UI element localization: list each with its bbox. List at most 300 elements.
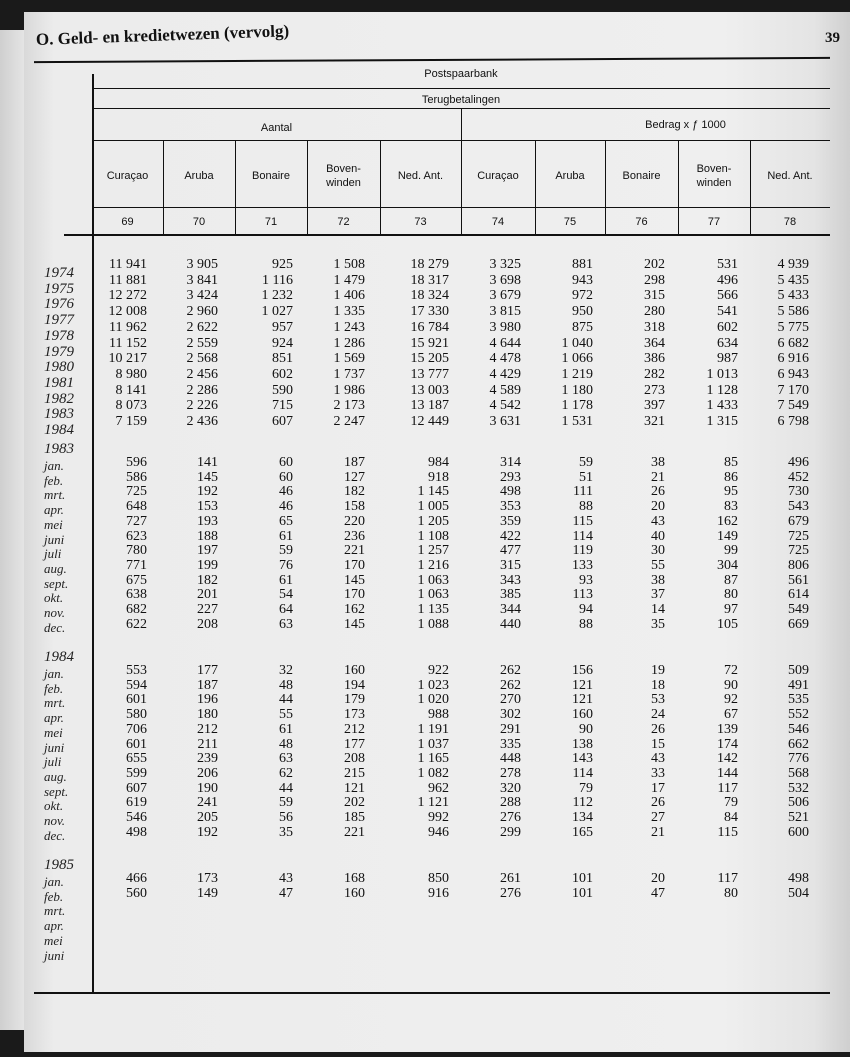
row-label: juli (44, 754, 62, 770)
page-number: 39 (825, 30, 840, 46)
table-cell: 33 (651, 765, 665, 781)
table-cell: 12 272 (108, 288, 147, 304)
table-cell: 8 073 (115, 398, 147, 414)
row-label: dec. (44, 827, 66, 843)
table-cell: 141 (197, 455, 218, 470)
table-cell: 145 (197, 469, 218, 485)
table-cell: 1 531 (561, 414, 593, 429)
table-cell: 59 (579, 455, 593, 470)
table-cell: 35 (279, 824, 293, 840)
table-cell: 221 (344, 824, 365, 840)
table-cell: 92 (724, 692, 738, 708)
table-cell: 727 (126, 513, 147, 529)
table-cell: 177 (344, 736, 365, 752)
table-cell: 293 (500, 469, 521, 485)
table-cell: 64 (279, 602, 293, 617)
table-cell: 957 (272, 319, 293, 335)
table-cell: 241 (197, 795, 218, 811)
table-cell: 916 (428, 885, 449, 901)
table-cell: 3 980 (489, 319, 521, 335)
table-cell: 509 (788, 663, 809, 678)
row-label: sept. (44, 575, 69, 591)
table-cell: 11 962 (109, 319, 147, 335)
table-cell: 771 (126, 557, 147, 573)
row-label: 1977 (44, 312, 74, 329)
table-cell: 386 (644, 351, 665, 367)
table-cell: 549 (788, 602, 809, 617)
table-cell: 65 (279, 513, 293, 529)
table-cell: 145 (344, 572, 365, 588)
table-cell: 315 (500, 557, 521, 573)
table-cell: 53 (651, 692, 665, 708)
table-cell: 675 (126, 572, 147, 588)
row-label: mrt. (44, 695, 66, 711)
table-cell: 299 (500, 824, 521, 840)
table-cell: 1 257 (417, 543, 449, 559)
table-cell: 7 170 (777, 382, 809, 398)
row-label: aug. (44, 768, 67, 784)
table-cell: 780 (126, 543, 147, 559)
table-cell: 3 698 (489, 272, 521, 288)
table-cell: 806 (788, 557, 809, 573)
table-cell: 1 082 (417, 765, 449, 781)
header-bottom-rule (64, 234, 830, 236)
table-cell: 13 777 (410, 366, 449, 382)
table-cell: 149 (197, 885, 218, 901)
table-cell: 18 (651, 677, 665, 693)
table-cell: 291 (500, 721, 521, 737)
table-cell: 1 178 (561, 398, 593, 414)
table-top-rule (34, 57, 830, 63)
table-cell: 614 (788, 587, 809, 603)
table-cell: 5 775 (777, 319, 809, 335)
table-cell: 599 (126, 765, 147, 781)
table-cell: 190 (197, 780, 218, 796)
table-cell: 180 (197, 707, 218, 723)
table-cell: 202 (344, 795, 365, 811)
row-label: aug. (44, 560, 67, 576)
table-cell: 273 (644, 382, 665, 398)
table-cell: 111 (573, 484, 593, 500)
table-cell: 4 644 (489, 335, 521, 351)
column-number: 77 (707, 216, 721, 228)
table-cell: 47 (279, 885, 293, 901)
table-cell: 6 798 (777, 414, 809, 429)
table-cell: 179 (344, 692, 365, 708)
row-label: 1985 (44, 857, 74, 873)
table-cell: 59 (279, 543, 293, 559)
row-label: apr. (44, 710, 64, 726)
column-header: Ned. Ant. (767, 170, 813, 182)
table-cell: 987 (717, 351, 738, 367)
column-number: 71 (264, 216, 278, 228)
table-cell: 54 (279, 587, 293, 603)
table-cell: 634 (717, 335, 738, 351)
table-cell: 422 (500, 528, 521, 544)
column-header: Bonaire (622, 170, 661, 182)
table-cell: 925 (272, 257, 293, 272)
table-cell: 212 (344, 721, 365, 737)
table-cell: 988 (428, 707, 449, 723)
table-cell: 27 (651, 810, 665, 825)
table-cell: 97 (724, 602, 738, 617)
table-cell: 145 (344, 616, 365, 632)
table-cell: 1 205 (417, 513, 449, 529)
table-cell: 84 (724, 810, 738, 825)
table-cell: 1 180 (561, 382, 593, 398)
table-cell: 215 (344, 765, 365, 781)
table-cell: 38 (651, 455, 665, 470)
table-cell: 2 286 (186, 382, 218, 398)
table-cell: 160 (344, 885, 365, 901)
table-cell: 121 (344, 780, 365, 796)
table-cell: 26 (651, 721, 665, 737)
table-cell: 3 424 (186, 288, 218, 304)
table-cell: 199 (197, 557, 218, 573)
row-label: 1975 (44, 280, 74, 297)
row-label: mrt. (44, 903, 66, 919)
table-cell: 51 (579, 469, 593, 485)
table-cell: 546 (788, 721, 809, 737)
table-cell: 121 (572, 692, 593, 708)
table-cell: 992 (428, 810, 449, 825)
table-cell: 105 (717, 616, 738, 632)
table-cell: 80 (724, 587, 738, 603)
table-cell: 918 (428, 469, 449, 485)
row-label: juni (44, 947, 65, 963)
table-cell: 6 943 (777, 366, 809, 382)
table-cell: 315 (644, 288, 665, 304)
row-label: jan. (44, 458, 64, 473)
table-cell: 67 (724, 707, 738, 723)
table-cell: 182 (344, 484, 365, 500)
table-cell: 586 (126, 469, 147, 485)
table-cell: 168 (344, 871, 365, 886)
table-cell: 353 (500, 499, 521, 515)
table-cell: 669 (788, 616, 809, 632)
table-cell: 59 (279, 795, 293, 811)
table-cell: 88 (579, 499, 593, 515)
table-cell: 276 (500, 885, 521, 901)
table-cell: 1 128 (706, 382, 738, 398)
table-cell: 496 (717, 272, 738, 288)
table-cell: 943 (572, 272, 593, 288)
row-label: 1982 (44, 390, 74, 407)
table-cell: 55 (651, 557, 665, 573)
table-cell: 776 (788, 751, 809, 767)
table-cell: 335 (500, 736, 521, 752)
row-label: 1979 (44, 343, 74, 360)
table-cell: 2 456 (186, 366, 218, 382)
column-number: 70 (192, 216, 206, 228)
table-cell: 2 226 (186, 398, 218, 414)
table-cell: 8 141 (115, 382, 147, 398)
table-cell: 88 (579, 616, 593, 632)
table-cell: 60 (279, 469, 293, 485)
table-cell: 950 (572, 304, 593, 320)
table-cell: 553 (126, 663, 147, 678)
table-cell: 55 (279, 707, 293, 723)
table-cell: 11 941 (109, 257, 147, 272)
column-header: Ned. Ant. (397, 170, 444, 182)
table-cell: 706 (126, 721, 147, 737)
table-cell: 194 (344, 677, 365, 693)
row-label: 1976 (44, 296, 74, 313)
table-cell: 504 (788, 885, 809, 901)
table-cell: 160 (572, 707, 593, 723)
table-cell: 208 (344, 751, 365, 767)
table-cell: 56 (279, 810, 293, 825)
table-cell: 94 (579, 602, 593, 617)
table-cell: 560 (126, 885, 147, 901)
table-cell: 5 586 (777, 304, 809, 320)
table-cell: 662 (788, 736, 809, 752)
table-cell: 156 (572, 663, 593, 678)
table-cell: 1 232 (261, 288, 293, 304)
table-cell: 76 (279, 557, 293, 573)
table-cell: 201 (197, 587, 218, 603)
column-number: 69 (121, 216, 134, 228)
table-cell: 220 (344, 513, 365, 529)
table-cell: 1 066 (561, 351, 593, 367)
table-cell: 343 (500, 572, 521, 588)
table-cell: 48 (279, 677, 293, 693)
table-cell: 359 (500, 513, 521, 529)
table-cell: 221 (344, 543, 365, 559)
table-cell: 26 (651, 484, 665, 500)
row-label: jan. (44, 874, 64, 889)
table-cell: 276 (500, 810, 521, 825)
row-label: nov. (44, 813, 66, 828)
table-cell: 114 (572, 765, 593, 781)
table-cell: 3 679 (489, 288, 521, 304)
table-cell: 590 (272, 382, 293, 398)
table-cell: 1 037 (417, 736, 449, 752)
table-cell: 1 063 (417, 587, 449, 603)
table-cell: 10 217 (108, 351, 147, 367)
row-label: 1983 (44, 441, 74, 457)
table-cell: 496 (788, 455, 809, 470)
table-cell: 90 (579, 721, 593, 737)
table-cell: 1 027 (261, 304, 293, 320)
table-cell: 875 (572, 319, 593, 335)
table-cell: 1 165 (417, 751, 449, 767)
table-cell: 15 (651, 736, 665, 752)
table-cell: 541 (717, 304, 738, 320)
table-cell: 153 (197, 499, 218, 515)
table-cell: 121 (572, 677, 593, 693)
page-title: O. Geld- en kredietwezen (vervolg) (35, 21, 290, 49)
row-label: mrt. (44, 487, 66, 503)
table-cell: 2 960 (186, 304, 218, 320)
table-cell: 202 (644, 257, 665, 272)
table-cell: 117 (717, 780, 738, 796)
table-cell: 725 (126, 484, 147, 500)
table-cell: 278 (500, 765, 521, 781)
table-bottom-rule (34, 992, 830, 994)
header-institution: Postspaarbank (424, 68, 498, 80)
table-cell: 142 (717, 751, 738, 767)
table-cell: 851 (272, 351, 293, 367)
row-label: 1980 (44, 359, 74, 376)
table-cell: 13 187 (410, 398, 449, 414)
table-cell: 162 (717, 513, 738, 529)
table-cell: 638 (126, 587, 147, 603)
table-cell: 715 (272, 398, 293, 414)
table-cell: 43 (279, 871, 293, 886)
table-cell: 37 (651, 587, 665, 603)
table-cell: 119 (572, 543, 593, 559)
table-cell: 160 (344, 663, 365, 678)
table-cell: 144 (717, 765, 738, 781)
table-cell: 61 (279, 721, 293, 737)
column-header: Aruba (555, 170, 585, 182)
table-cell: 115 (717, 824, 738, 840)
table-cell: 596 (126, 455, 147, 470)
table-cell: 1 063 (417, 572, 449, 588)
table-cell: 13 003 (410, 382, 449, 398)
table-cell: 725 (788, 528, 809, 544)
table-cell: 47 (651, 885, 665, 901)
table-cell: 3 905 (186, 257, 218, 272)
table-cell: 532 (788, 780, 809, 796)
table-cell: 262 (500, 677, 521, 693)
document-page (24, 12, 850, 1052)
table-cell: 63 (279, 616, 293, 632)
row-label: apr. (44, 502, 64, 518)
table-cell: 187 (197, 677, 218, 693)
column-number: 75 (563, 216, 577, 228)
table-cell: 188 (197, 528, 218, 544)
table-cell: 208 (197, 616, 218, 632)
table-cell: 143 (572, 751, 593, 767)
table-cell: 40 (651, 528, 665, 544)
table-cell: 924 (272, 335, 293, 351)
table-cell: 448 (500, 751, 521, 767)
header-category: Terugbetalingen (421, 94, 501, 106)
table-cell: 314 (500, 455, 521, 470)
table-cell: 174 (717, 736, 738, 752)
row-label: 1984 (44, 649, 74, 665)
table-cell: 2 436 (186, 414, 218, 429)
table-cell: 48 (279, 736, 293, 752)
table-cell: 138 (572, 736, 593, 752)
table-cell: 302 (500, 707, 521, 723)
table-cell: 212 (197, 721, 218, 737)
table-cell: 21 (651, 469, 665, 485)
table-cell: 19 (651, 663, 665, 678)
table-cell: 32 (279, 663, 293, 678)
table-cell: 112 (572, 795, 593, 811)
table-cell: 1 216 (417, 557, 449, 573)
table-cell: 385 (500, 587, 521, 603)
table-cell: 173 (344, 707, 365, 723)
table-cell: 1 145 (417, 484, 449, 500)
table-cell: 466 (126, 871, 147, 886)
table-cell: 1 406 (333, 288, 365, 304)
table-cell: 1 191 (417, 721, 449, 737)
table-cell: 3 815 (489, 304, 521, 320)
table-cell: 725 (788, 543, 809, 559)
row-label: sept. (44, 783, 69, 799)
table-cell: 101 (572, 871, 593, 886)
table-cell: 1 479 (333, 272, 365, 288)
table-cell: 397 (644, 398, 665, 414)
table-cell: 12 008 (108, 304, 147, 320)
table-cell: 1 335 (333, 304, 365, 320)
row-label: feb. (44, 472, 64, 488)
header-group-amount: Bedrag x ƒ 1000 (645, 119, 726, 131)
column-number: 78 (783, 216, 797, 228)
table-cell: 4 939 (777, 257, 809, 272)
table-cell: 619 (126, 795, 147, 811)
table-cell: 655 (126, 751, 147, 767)
table-cell: 7 159 (115, 414, 147, 429)
table-cell: 197 (197, 543, 218, 559)
table-cell: 139 (717, 721, 738, 737)
column-number: 76 (635, 216, 648, 228)
column-number: 73 (414, 216, 427, 228)
table-cell: 7 549 (777, 398, 809, 414)
table-cell: 187 (344, 455, 365, 470)
table-cell: 99 (724, 543, 738, 559)
column-header: Curaçao (106, 170, 149, 182)
table-cell: 561 (788, 572, 809, 588)
row-label: dec. (44, 619, 66, 635)
table-cell: 93 (579, 572, 593, 588)
table-cell: 602 (717, 319, 738, 335)
table-cell: 18 279 (410, 257, 449, 272)
row-label: 1978 (44, 327, 74, 344)
table-cell: 20 (651, 871, 665, 886)
header-rule (92, 88, 830, 89)
table-cell: 18 317 (410, 272, 449, 288)
table-cell: 14 (651, 602, 665, 617)
table-cell: 5 435 (777, 272, 809, 288)
table-cell: 185 (344, 810, 365, 825)
table-cell: 594 (126, 677, 147, 693)
table-cell: 196 (197, 692, 218, 708)
table-cell: 506 (788, 795, 809, 811)
column-header: Boven- winden (696, 163, 732, 189)
table-cell: 1 737 (333, 366, 365, 382)
table-cell: 61 (279, 528, 293, 544)
table-cell: 602 (272, 366, 293, 382)
table-cell: 682 (126, 602, 147, 617)
table-cell: 440 (500, 616, 521, 632)
table-cell: 4 542 (489, 398, 521, 414)
table-cell: 1 023 (417, 677, 449, 693)
table-cell: 227 (197, 602, 218, 617)
table-cell: 498 (126, 824, 147, 840)
table-cell: 30 (651, 543, 665, 559)
table-cell: 607 (126, 780, 147, 796)
table-cell: 85 (724, 455, 738, 470)
column-number: 72 (337, 216, 350, 228)
table-cell: 946 (428, 824, 449, 840)
row-label: mei (44, 516, 63, 532)
row-label: okt. (44, 590, 64, 606)
table-cell: 1 121 (417, 795, 449, 811)
table-cell: 60 (279, 455, 293, 470)
table-cell: 521 (788, 810, 809, 825)
table-cell: 1 135 (417, 602, 449, 617)
facing-page-edge (0, 30, 26, 1030)
row-label: apr. (44, 918, 64, 934)
table-cell: 3 841 (186, 272, 218, 288)
table-cell: 298 (644, 272, 665, 288)
table-cell: 11 881 (109, 272, 147, 288)
